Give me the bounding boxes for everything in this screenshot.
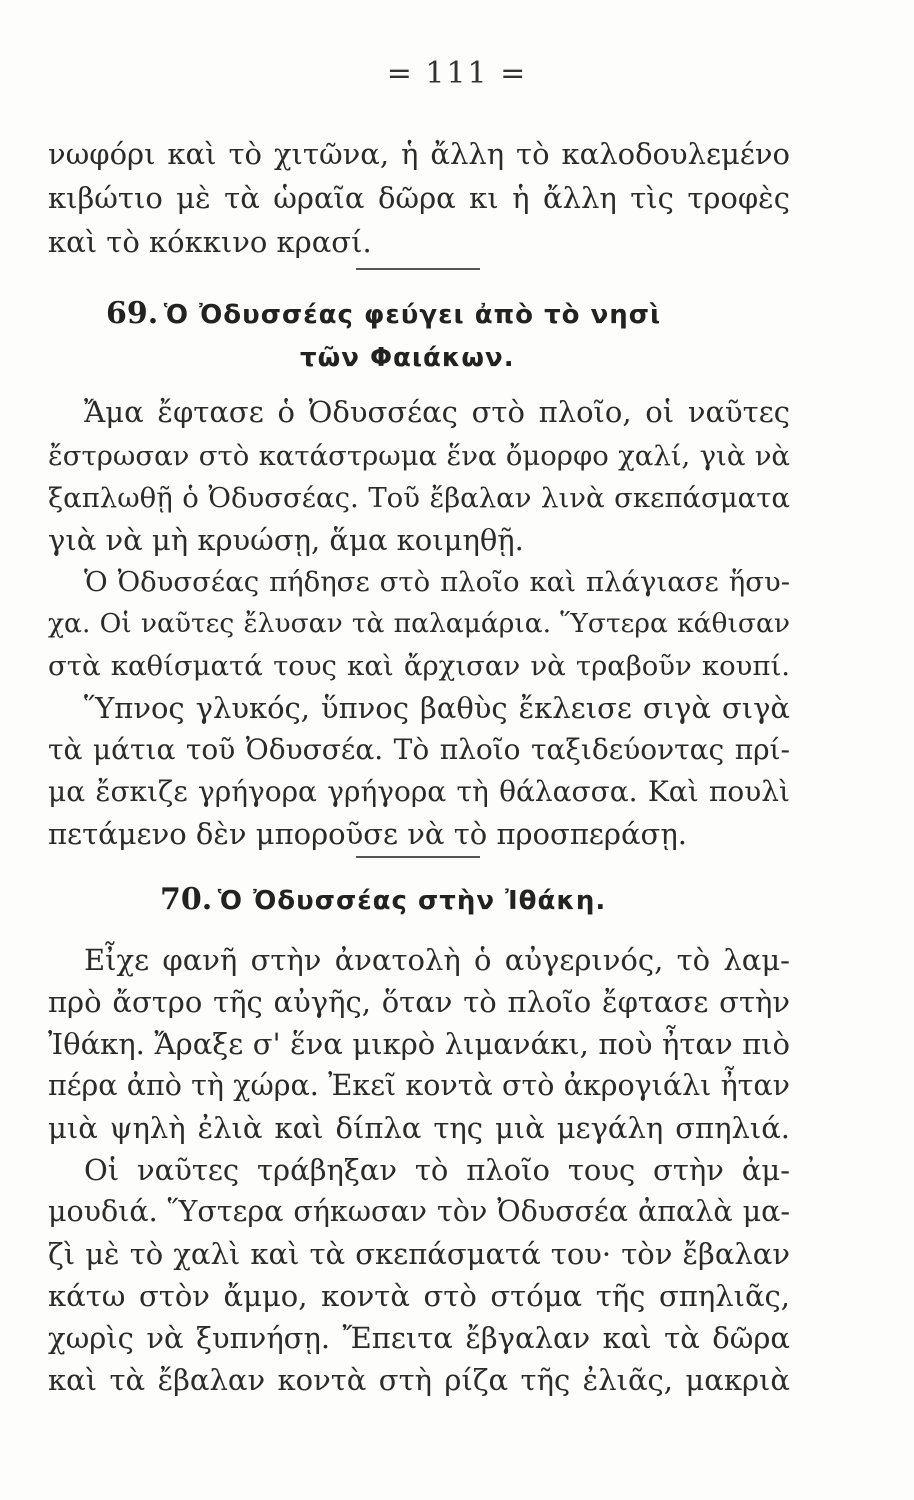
section-divider	[356, 268, 480, 270]
page-number: = 111 =	[386, 56, 528, 91]
text-line: Οἱ ναῦτες τράβηξαν τὸ πλοῖο τους στὴν ἀμ-	[84, 1153, 790, 1187]
text-line: καὶ τὰ ἔβαλαν κοντὰ στὴ ρίζα τῆς ἐλιᾶς, μακριὰ	[48, 1363, 790, 1397]
section-number: 70.	[160, 882, 213, 917]
section-title-cont: τῶν Φαιάκων.	[300, 343, 515, 373]
section-number: 69.	[106, 296, 159, 331]
text-line: νωφόρι καὶ τὸ χιτῶνα, ἡ ἄλλη τὸ καλοδουλεμένο	[48, 137, 790, 171]
text-line: γιὰ νὰ μὴ κρυώσῃ, ἅμα κοιμηθῇ.	[48, 523, 524, 557]
text-line: χωρὶς νὰ ξυπνήσῃ. Ἔπειτα ἔβγαλαν καὶ τὰ δῶρα	[48, 1321, 790, 1355]
section-title: Ὁ Ὀδυσσέας στὴν Ἰθάκη.	[217, 886, 607, 916]
text-line: ἔστρωσαν στὸ κατάστρωμα ἕνα ὄμορφο χαλί, γιὰ νὰ	[48, 440, 790, 472]
text-line: Ὕπνος γλυκός, ὕπνος βαθὺς ἔκλεισε σιγὰ σιγὰ	[84, 691, 790, 725]
text-line: Ὁ Ὀδυσσέας πήδησε στὸ πλοῖο καὶ πλάγιασε ἥσυ-	[84, 566, 790, 598]
text-line: μα ἔσκιζε γρήγορα γρήγορα τὴ θάλασσα. Καὶ πουλὶ	[48, 775, 790, 808]
section-heading-69-cont	[300, 338, 515, 378]
text-line: καὶ τὸ κόκκινο κρασί.	[48, 225, 372, 259]
text-line: κιβώτιο μὲ τὰ ὡραῖα δῶρα κι ἡ ἄλλη τὶς τροφὲς	[48, 181, 790, 215]
section-heading-69	[106, 294, 661, 334]
text-line: τὰ μάτια τοῦ Ὀδυσσέα. Τὸ πλοῖο ταξιδεύοντας πρί-	[48, 733, 790, 766]
text-line: πρὸ ἄστρο τῆς αὐγῆς, ὅταν τὸ πλοῖο ἔφτασε στὴν	[48, 985, 790, 1019]
text-line: πέρα ἀπὸ τὴ χώρα. Ἐκεῖ κοντὰ στὸ ἀκρογιάλι ἦταν	[48, 1069, 790, 1102]
text-line: μιὰ ψηλὴ ἐλιὰ καὶ δίπλα της μιὰ μεγάλη σπηλιά.	[48, 1111, 790, 1145]
section-title: Ὁ Ὀδυσσέας φεύγει ἀπὸ τὸ νησὶ	[163, 300, 662, 330]
section-heading-70	[160, 880, 606, 920]
text-line: Ἰθάκη. Ἄραξε σ' ἕνα μικρὸ λιμανάκι, ποὺ ἦταν πιὸ	[48, 1027, 790, 1061]
text-line: πετάμενο δὲν μποροῦσε νὰ τὸ προσπεράσῃ.	[48, 817, 687, 851]
text-line: κάτω στὸν ἄμμο, κοντὰ στὸ στόμα τῆς σπηλιᾶς,	[48, 1279, 790, 1313]
text-line: μουδιά. Ὕστερα σήκωσαν τὸν Ὀδυσσέα ἀπαλὰ μα-	[48, 1195, 790, 1228]
section-divider	[356, 856, 480, 858]
text-line: ζὶ μὲ τὸ χαλὶ καὶ τὰ σκεπάσματά του· τὸν ἔβαλαν	[48, 1237, 790, 1271]
text-line: χα. Οἱ ναῦτες ἔλυσαν τὰ παλαμάρια. Ὕστερα κάθισαν	[48, 608, 790, 639]
text-line: στὰ καθίσματά τους καὶ ἄρχισαν νὰ τραβοῦν κουπί.	[48, 650, 790, 682]
text-line: Ἄμα ἔφτασε ὁ Ὀδυσσέας στὸ πλοῖο, οἱ ναῦτες	[84, 395, 790, 429]
text-line: ξαπλωθῇ ὁ Ὀδυσσέας. Τοῦ ἔβαλαν λινὰ σκεπάσματα	[48, 482, 790, 514]
text-line: Εἶχε φανῆ στὴν ἀνατολὴ ὁ αὐγερινός, τὸ λαμ-	[84, 943, 790, 977]
